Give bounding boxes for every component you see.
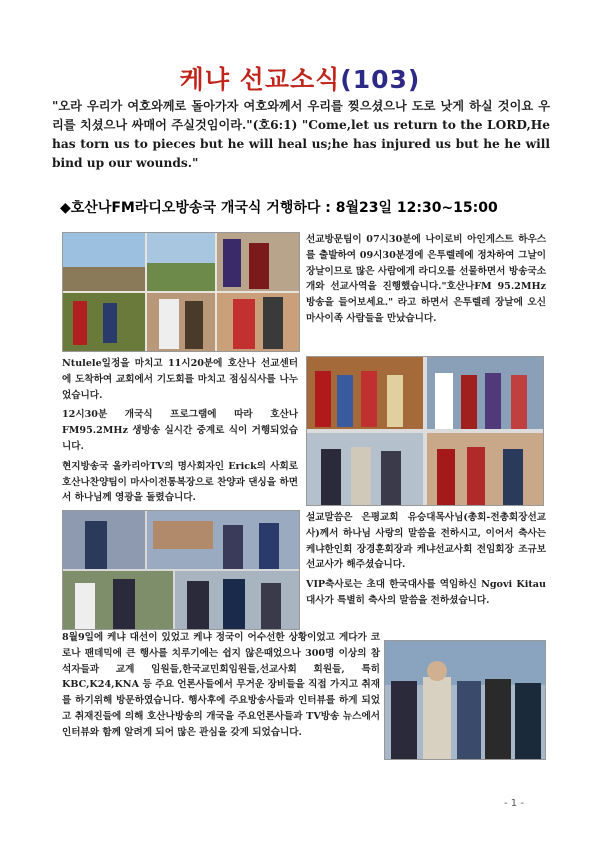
press-interview-photo (384, 640, 546, 760)
ceremony-photo-grid (306, 356, 544, 506)
left-mid-text-1: Ntulele일정을 마치고 11시20분에 호산나 선교센터에 도착하여 교회에서 기도회를 마치고 점심식사를 나누었습니다. (62, 358, 298, 401)
left-mid-paragraphs (62, 356, 298, 510)
left-mid-text-2: 12시30분 개국식 프로그램에 따라 호산나 FM95.2MHz 생방송 실시간 중계로 식이 거행되었습니다. (62, 409, 298, 452)
bottom-left-paragraph (62, 630, 380, 745)
left-mid-text-3: 현지방송국 올카리아TV의 명사회자인 Erick의 사회로 호산나찬양팀이 마사이전통복장으로 찬양과 댄싱을 하면서 하나님께 영광을 돌렸습니다. (62, 460, 298, 504)
title-number: (103) (340, 65, 421, 94)
right-mid-text-1: 설교말씀은 은평교회 유승대목사님(총회-전총회장선교사)께서 하나님 사랑의 말씀을 전하시고, 이어서 축사는 케냐한인회 장경훈회장과 케냐선교사회 전임회장 조규보선교사가 해주셨습니다. (306, 512, 546, 571)
worship-photo-grid (62, 510, 300, 630)
section-heading: ◆호산나FM라디오방송국 개국식 거행하다 : 8월23일 12:30~15:00 (60, 200, 498, 216)
right-top-paragraph (306, 232, 546, 331)
right-mid-text-2: VIP축사로는 초대 한국대사를 역임하신 Ngovi Kitau대사가 특별히 축사의 말씀을 전하셨습니다. (306, 579, 546, 606)
market-photo-collage (62, 232, 300, 352)
title-main: 케냐 선교소식 (179, 65, 341, 94)
scripture-verse: "오라 우리가 여호와께로 돌아가자 여호와께서 우리를 찢으셨으나 도로 낫게 하실 것이요 우리를 치셨으나 싸매어 주실것임이라."(호6:1) "Come,let us return to the LORD,He has torn us to pieces but he will heal us;he has injured us but he he will bind up our wounds." (52, 99, 550, 170)
right-mid-paragraphs (306, 510, 546, 613)
newsletter-title (0, 60, 600, 96)
page-number: - 1 - (504, 798, 524, 809)
right-top-text: 선교방문팀이 07시30분에 나이로비 아인게스트 하우스를 출발하여 09시30분경에 은투렐레에 정차하여 그날이 장날이므로 많은 사람에게 라디오를 선물하면서 방송국소개와 선교사역을 진행했습니다."호산나FM 95.2MHz방송을 들어보세요." 라고 하면서 은투렐레 장날에 오신 마사이족 사람들을 만났습니다. (306, 234, 546, 324)
bottom-left-text: 8월9일에 케냐 대선이 있었고 케냐 정국이 어수선한 상황이었고 게다가 코로나 팬데믹에 큰 행사를 치루기에는 쉽지 않은때었으나 300명 이상의 참석자들과 교계 임원들,한국교민회임원들,선교사회 회원들, 특히 KBC,K24,KNA 등 주요 언론사들에서 무거운 장비들을 직접 가지고 취재를 하기위해 방문하였습니다. 행사후에 주요방송사들과 인터뷰를 하게 되었고 취재진들에 의해 호산나방송의 개국을 주요언론사들과 TV방송 뉴스에서 인터뷰와 함께 알려게 되어 많은 관심을 갖게 되었습니다. (62, 632, 380, 738)
